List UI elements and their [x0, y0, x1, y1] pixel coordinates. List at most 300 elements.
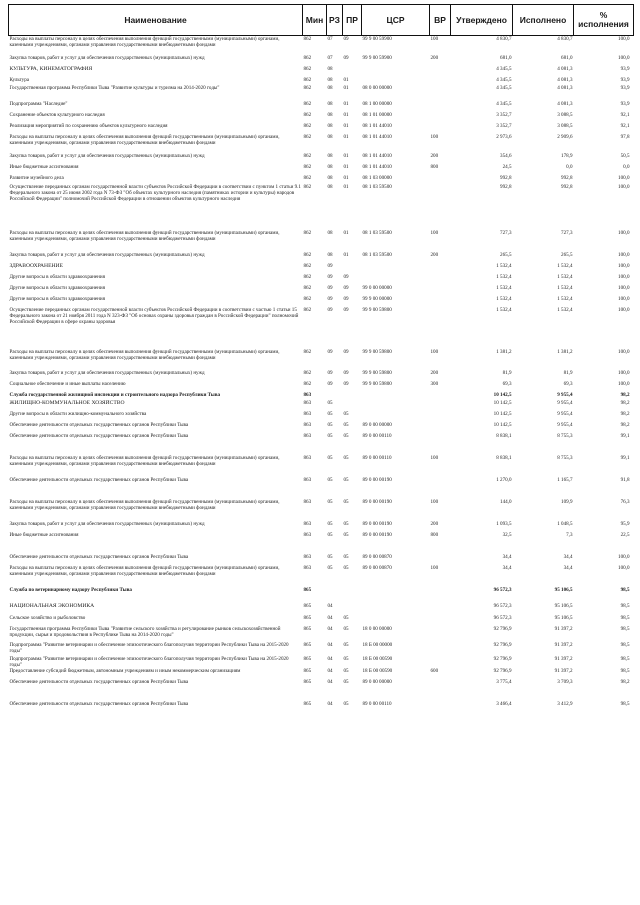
pr-cell: 05	[343, 476, 349, 483]
approved-cell: 1 093,5	[496, 520, 512, 527]
min-cell: 863	[303, 476, 312, 483]
table-row	[9, 153, 634, 164]
percent-cell: 22,5	[620, 531, 630, 538]
min-cell: 863	[303, 454, 312, 461]
rz-cell: 09	[327, 306, 333, 313]
vr-cell: 100	[430, 36, 439, 42]
rz-cell: 05	[327, 498, 333, 505]
rz-cell: 04	[327, 602, 333, 609]
vr-cell	[430, 587, 451, 603]
name-cell: Государственная программа Республики Тыва "Развитие культуры и туризма на 2014-2020 годы"	[9, 84, 220, 91]
vr-cell	[430, 184, 451, 230]
min-cell: 862	[303, 133, 312, 140]
executed-cell: 0,0	[566, 163, 573, 170]
name-cell: Социальное обеспечение и иные выплаты населению	[9, 380, 126, 387]
table-row	[9, 85, 634, 101]
name-cell: Сельское хозяйство и рыболовство	[9, 614, 86, 621]
csr-cell: 89 0 00 00870	[362, 564, 392, 571]
percent-cell: 0,0	[623, 163, 630, 170]
executed-cell: 9 955,4	[557, 399, 573, 406]
name-cell: Культура	[9, 76, 30, 83]
budget-table	[8, 4, 634, 723]
table-row	[9, 164, 634, 175]
vr-cell: 200	[430, 152, 439, 159]
min-cell: 863	[303, 432, 312, 439]
approved-cell: 10 142,5	[493, 421, 512, 428]
percent-cell: 99,1	[620, 432, 630, 439]
pr-cell: 01	[343, 122, 349, 129]
approved-cell: 3 352,7	[496, 111, 512, 118]
rz-cell: 05	[327, 520, 333, 527]
min-cell: 865	[303, 667, 312, 674]
vr-cell	[430, 392, 451, 400]
name-cell: Другие вопросы в области жилищно-коммунального хозяйства	[9, 410, 147, 417]
csr-cell: 89 0 00 00000	[362, 421, 392, 428]
csr-cell: 08 1 01 44010	[362, 133, 392, 140]
min-cell: 865	[303, 625, 312, 632]
pr-cell: 01	[343, 163, 349, 170]
min-cell: 862	[303, 262, 312, 269]
name-cell: Другие вопросы в области здравоохранения	[9, 295, 105, 302]
csr-cell: 99 0 00 00000	[362, 284, 392, 291]
rz-cell: 05	[327, 454, 333, 461]
percent-cell: 98,5	[620, 625, 630, 632]
rz-cell: 09	[327, 348, 333, 355]
csr-cell: 08 1 03 00000	[362, 174, 392, 181]
pr-cell	[343, 392, 362, 400]
table-header	[9, 5, 634, 36]
pr-cell: 09	[343, 295, 349, 302]
pr-cell: 01	[343, 84, 349, 91]
pr-cell: 01	[343, 251, 349, 258]
rz-cell: 07	[327, 54, 333, 61]
table-row	[9, 679, 634, 701]
approved-cell: 1 532,4	[496, 306, 512, 313]
vr-cell	[430, 400, 451, 411]
percent-cell: 91,8	[620, 476, 630, 483]
approved-cell: 992,8	[500, 174, 512, 181]
percent-cell: 98,2	[620, 410, 630, 417]
table-row	[9, 615, 634, 626]
name-cell: Закупка товаров, работ и услуг для обеспечения государственных (муниципальных) нужд	[9, 369, 205, 376]
csr-cell: 89 0 00 00190	[362, 531, 392, 538]
approved-cell: 32,5	[502, 531, 512, 538]
min-cell: 862	[303, 369, 312, 376]
min-cell: 862	[303, 84, 312, 91]
pr-cell: 09	[343, 306, 349, 313]
pr-cell: 01	[343, 174, 349, 181]
table-row	[9, 252, 634, 263]
min-cell: 863	[303, 421, 312, 428]
percent-cell: 95,9	[620, 520, 630, 527]
rz-cell: 09	[327, 262, 333, 269]
executed-cell: 9 955,4	[557, 421, 573, 428]
percent-cell: 92,1	[620, 122, 630, 129]
rz-cell: 05	[327, 421, 333, 428]
table-row	[9, 55, 634, 66]
csr-cell: 89 0 00 00870	[362, 553, 392, 560]
pr-cell: 01	[343, 133, 349, 140]
pr-cell: 05	[343, 520, 349, 527]
pr-cell: 09	[343, 273, 349, 280]
name-cell: Расходы на выплаты персоналу в целях обеспечения выполнения функций государственными (муниципальными) органами, казенными учреждениями, органами управления государственными внебюджетными фондами	[9, 133, 280, 146]
name-cell: НАЦИОНАЛЬНАЯ ЭКОНОМИКА	[9, 602, 95, 609]
csr-cell: 99 9 00 59900	[362, 54, 392, 61]
executed-cell: 9 955,4	[557, 410, 573, 417]
csr-cell	[362, 77, 430, 85]
pr-cell: 09	[343, 54, 349, 61]
table-row	[9, 411, 634, 422]
name-cell: Государственная программа Республики Тыва "Развитие сельского хозяйства и регулирование рынков сельскохозяйственной продукции, сырья и продовольствия в Республике Тыва на 2014-2020 годы"	[9, 625, 281, 638]
percent-cell: 100,0	[618, 284, 630, 291]
percent-cell: 100,0	[618, 183, 630, 190]
pr-cell: 01	[343, 111, 349, 118]
executed-cell: 4 081,3	[557, 76, 573, 83]
name-cell: Расходы на выплаты персоналу в целях обеспечения выполнения функций государственными (муниципальными) органами, казенными учреждениями, органами управления государственными внебюджетными фондами	[9, 498, 280, 511]
csr-cell: 99 9 00 59800	[362, 348, 392, 355]
executed-cell: 992,8	[561, 174, 573, 181]
csr-cell: 89 0 00 00110	[362, 700, 392, 707]
percent-cell: 98,5	[620, 641, 630, 648]
percent-cell: 98,5	[620, 655, 630, 662]
name-cell: Расходы на выплаты персоналу в целях обеспечения выполнения функций государственными (муниципальными) органами, казенными учреждениями, органами управления государственными внебюджетными фондами	[9, 348, 280, 361]
table-row	[9, 400, 634, 411]
approved-cell: 34,4	[502, 553, 512, 560]
vr-cell: 800	[430, 163, 439, 170]
csr-cell: 08 1 01 00000	[362, 111, 392, 118]
executed-cell: 8 755,3	[557, 454, 573, 461]
executed-cell: 95 106,5	[554, 614, 573, 621]
vr-cell	[430, 66, 451, 77]
executed-cell: 1 048,5	[557, 520, 573, 527]
approved-cell: 4 345,5	[496, 100, 512, 107]
percent-cell: 98,2	[620, 391, 630, 398]
executed-cell: 265,5	[561, 251, 573, 258]
percent-cell: 98,5	[620, 700, 630, 707]
rz-cell: 08	[327, 111, 333, 118]
vr-cell: 200	[430, 520, 439, 527]
rz-cell	[327, 392, 343, 400]
name-cell: Расходы на выплаты персоналу в целях обеспечения выполнения функций государственными (муниципальными) органами, казенными учреждениями, органами управления государственными внебюджетными фондами	[9, 229, 280, 242]
executed-cell: 91 397,2	[554, 667, 573, 674]
csr-cell	[362, 411, 430, 422]
percent-cell: 100,0	[618, 553, 630, 560]
approved-cell: 4 345,5	[496, 65, 512, 72]
pr-cell: 05	[343, 553, 349, 560]
table-row	[9, 101, 634, 112]
rz-cell: 04	[327, 614, 333, 621]
csr-cell	[362, 615, 430, 626]
executed-cell: 9 955,4	[557, 391, 573, 398]
executed-cell: 1 532,4	[557, 295, 573, 302]
executed-cell: 4 081,3	[557, 65, 573, 72]
min-cell: 863	[303, 553, 312, 560]
executed-cell: 109,9	[561, 498, 573, 505]
approved-cell: 92 796,9	[493, 641, 512, 648]
table-row	[9, 392, 634, 400]
executed-cell: 1 381,2	[557, 348, 573, 355]
vr-cell	[430, 422, 451, 433]
min-cell: 862	[303, 65, 312, 72]
approved-cell: 92 796,9	[493, 655, 512, 662]
name-cell: Обеспечение деятельности отдельных государственных органов Республики Тыва	[9, 421, 189, 428]
approved-cell: 10 142,5	[493, 410, 512, 417]
csr-cell	[362, 274, 430, 285]
pr-cell: 01	[343, 183, 349, 190]
min-cell: 862	[303, 152, 312, 159]
executed-cell: 992,8	[561, 183, 573, 190]
rz-cell: 04	[327, 655, 333, 662]
vr-cell	[430, 433, 451, 455]
csr-cell: 08 1 03 59500	[362, 251, 392, 258]
percent-cell: 98,2	[620, 399, 630, 406]
vr-cell	[430, 554, 451, 565]
executed-cell: 4 830,7	[557, 36, 573, 42]
percent-cell: 93,9	[620, 84, 630, 91]
table-row	[9, 603, 634, 615]
vr-cell: 100	[430, 498, 439, 505]
percent-cell: 98,2	[620, 421, 630, 428]
min-cell: 862	[303, 380, 312, 387]
csr-cell: 08 1 01 44010	[362, 163, 392, 170]
approved-cell: 3 352,7	[496, 122, 512, 129]
table-row	[9, 499, 634, 521]
min-cell: 865	[303, 641, 312, 648]
vr-cell: 800	[430, 531, 439, 538]
table-row	[9, 230, 634, 252]
csr-cell: 08 1 01 44010	[362, 122, 392, 129]
approved-cell: 1 381,2	[496, 348, 512, 355]
percent-cell: 76,3	[620, 498, 630, 505]
min-cell: 862	[303, 229, 312, 236]
min-cell: 862	[303, 174, 312, 181]
pr-cell: 05	[343, 410, 349, 417]
min-cell: 862	[303, 76, 312, 83]
approved-cell: 96 572,3	[493, 614, 512, 621]
percent-cell: 100,0	[618, 273, 630, 280]
vr-cell	[430, 123, 451, 134]
name-cell: Иные бюджетные ассигнования	[9, 531, 79, 538]
header-csr: ЦСР	[362, 5, 430, 36]
table-row	[9, 433, 634, 455]
vr-cell: 100	[430, 348, 439, 355]
pr-cell: 05	[343, 667, 349, 674]
pr-cell: 05	[343, 498, 349, 505]
min-cell: 863	[303, 520, 312, 527]
rz-cell: 08	[327, 183, 333, 190]
csr-cell: 18 Б 00 00590	[362, 655, 393, 662]
approved-cell: 1 532,4	[496, 295, 512, 302]
approved-cell: 8 838,1	[496, 454, 512, 461]
vr-cell: 600	[430, 667, 439, 674]
min-cell: 862	[303, 306, 312, 313]
executed-cell: 1 532,4	[557, 284, 573, 291]
executed-cell: 91 397,2	[554, 655, 573, 662]
table-row	[9, 587, 634, 603]
table-row	[9, 656, 634, 668]
pr-cell	[343, 66, 362, 77]
csr-cell: 18 Б 00 00000	[362, 641, 393, 648]
percent-cell: 100,0	[618, 174, 630, 181]
executed-cell: 4 081,3	[557, 100, 573, 107]
min-cell: 865	[303, 655, 312, 662]
table-row	[9, 642, 634, 656]
approved-cell: 2 973,6	[496, 133, 512, 140]
approved-cell: 96 572,3	[493, 602, 512, 609]
executed-cell: 4 081,3	[557, 84, 573, 91]
header-min: Мин	[303, 5, 327, 36]
csr-cell: 89 0 00 00110	[362, 454, 392, 461]
executed-cell: 3 412,9	[557, 700, 573, 707]
name-cell: Сохранение объектов культурного наследия	[9, 111, 105, 118]
percent-cell: 99,1	[620, 454, 630, 461]
executed-cell: 2 909,6	[557, 133, 573, 140]
percent-cell: 98,5	[620, 614, 630, 621]
min-cell: 862	[303, 54, 312, 61]
header-vr: ВР	[430, 5, 451, 36]
name-cell: Обеспечение деятельности отдельных государственных органов Республики Тыва	[9, 700, 189, 707]
pr-cell: 05	[343, 614, 349, 621]
table-row	[9, 701, 634, 723]
pr-cell	[343, 587, 362, 603]
pr-cell: 09	[343, 284, 349, 291]
executed-cell: 91 397,2	[554, 641, 573, 648]
csr-cell	[362, 392, 430, 400]
percent-cell: 93,9	[620, 65, 630, 72]
table-row	[9, 532, 634, 554]
name-cell: КУЛЬТУРА, КИНЕМАТОГРАФИЯ	[9, 65, 93, 72]
rz-cell: 04	[327, 625, 333, 632]
csr-cell: 08 1 00 00000	[362, 100, 392, 107]
vr-cell	[430, 101, 451, 112]
approved-cell: 4 345,5	[496, 76, 512, 83]
csr-cell: 08 1 01 44010	[362, 152, 392, 159]
header-percent: % исполнения	[574, 5, 634, 36]
csr-cell	[362, 603, 430, 615]
executed-cell: 91 397,2	[554, 625, 573, 632]
csr-cell: 99 9 00 59800	[362, 306, 392, 313]
vr-cell	[430, 477, 451, 499]
name-cell: Закупка товаров, работ и услуг для обеспечения государственных (муниципальных) нужд	[9, 520, 205, 527]
csr-cell: 08 0 00 00000	[362, 84, 392, 91]
vr-cell	[430, 263, 451, 274]
vr-cell	[430, 112, 451, 123]
rz-cell: 04	[327, 678, 333, 685]
pr-cell: 01	[343, 152, 349, 159]
table-row	[9, 77, 634, 85]
name-cell: Предоставление субсидий бюджетным, автономным учреждениям и иным некоммерческим организациям	[9, 667, 241, 674]
vr-cell: 100	[430, 454, 439, 461]
table-row	[9, 521, 634, 532]
approved-cell: 81,9	[502, 369, 512, 376]
percent-cell: 50,5	[620, 152, 630, 159]
min-cell: 862	[303, 348, 312, 355]
table-row	[9, 626, 634, 642]
executed-cell: 3 088,5	[557, 122, 573, 129]
pr-cell: 05	[343, 625, 349, 632]
vr-cell: 200	[430, 251, 439, 258]
vr-cell	[430, 307, 451, 349]
vr-cell	[430, 77, 451, 85]
header-pr: ПР	[343, 5, 362, 36]
rz-cell: 08	[327, 65, 333, 72]
pr-cell: 09	[343, 380, 349, 387]
rz-cell: 04	[327, 700, 333, 707]
vr-cell	[430, 85, 451, 101]
table-row	[9, 668, 634, 679]
approved-cell: 1 532,4	[496, 262, 512, 269]
table-row	[9, 123, 634, 134]
approved-cell: 92 796,9	[493, 625, 512, 632]
name-cell: Подпрограмма "Развитие ветеринарии и обеспечение эпизоотического благополучия территории Республики Тыва на 2015-2020 годы"	[9, 655, 289, 668]
approved-cell: 144,0	[500, 498, 512, 505]
name-cell: Реализация мероприятий по сохранению объектов культурного наследия	[9, 122, 168, 129]
header-rz: РЗ	[327, 5, 343, 36]
approved-cell: 96 572,3	[493, 586, 512, 593]
pr-cell: 05	[343, 678, 349, 685]
name-cell: Подпрограмма "Развитие ветеринарии и обеспечение эпизоотического благополучия территории Республики Тыва на 2015-2020 годы"	[9, 641, 289, 654]
table-row	[9, 565, 634, 587]
min-cell: 863	[303, 531, 312, 538]
vr-cell: 100	[430, 229, 439, 236]
executed-cell: 3 088,5	[557, 111, 573, 118]
approved-cell: 10 142,5	[493, 391, 512, 398]
pr-cell: 05	[343, 700, 349, 707]
table-body	[9, 36, 634, 723]
csr-cell: 89 0 00 00190	[362, 498, 392, 505]
name-cell: Развитие музейного дела	[9, 174, 64, 181]
executed-cell: 81,9	[563, 369, 573, 376]
vr-cell	[430, 701, 451, 723]
vr-cell	[430, 285, 451, 296]
header-executed: Исполнено	[513, 5, 574, 36]
approved-cell: 4 345,5	[496, 84, 512, 91]
vr-cell	[430, 656, 451, 668]
rz-cell: 08	[327, 133, 333, 140]
csr-cell: 89 0 00 00190	[362, 476, 392, 483]
percent-cell: 100,0	[618, 306, 630, 313]
rz-cell: 05	[327, 564, 333, 571]
csr-cell: 18 Б 00 00590	[362, 667, 393, 674]
approved-cell: 8 838,1	[496, 432, 512, 439]
min-cell: 862	[303, 183, 312, 190]
vr-cell	[430, 296, 451, 307]
pr-cell: 05	[343, 421, 349, 428]
table-row	[9, 36, 634, 55]
approved-cell: 1 532,4	[496, 273, 512, 280]
min-cell: 865	[303, 586, 312, 593]
table-row	[9, 112, 634, 123]
executed-cell: 95 106,5	[554, 586, 573, 593]
table-row	[9, 274, 634, 285]
table-row	[9, 455, 634, 477]
executed-cell: 1 165,7	[557, 476, 573, 483]
percent-cell: 100,0	[618, 295, 630, 302]
percent-cell: 97,8	[620, 133, 630, 140]
percent-cell: 98,2	[620, 678, 630, 685]
csr-cell: 18 0 00 00000	[362, 625, 392, 632]
pr-cell: 05	[343, 641, 349, 648]
rz-cell: 09	[327, 295, 333, 302]
min-cell: 862	[303, 122, 312, 129]
name-cell: Расходы на выплаты персоналу в целях обеспечения выполнения функций государственными (муниципальными) органами, казенными учреждениями, органами управления государственными внебюджетными фондами	[9, 36, 280, 48]
pr-cell: 09	[343, 348, 349, 355]
rz-cell: 09	[327, 369, 333, 376]
percent-cell: 100,0	[618, 348, 630, 355]
vr-cell	[430, 615, 451, 626]
executed-cell: 7,3	[566, 531, 573, 538]
name-cell: Осуществление переданных органам государственной власти субъектов Российской Федерации в соответствии с пунктом 1 статьи 9.1 Федерального закона от 25 июня 2002 года N 73-ФЗ "Об объектах культурного наследия (памятниках истории и культуры) народов Российской Федерации" полномочий Российской Федерации в отношении объектов культурного наследия	[9, 183, 301, 202]
